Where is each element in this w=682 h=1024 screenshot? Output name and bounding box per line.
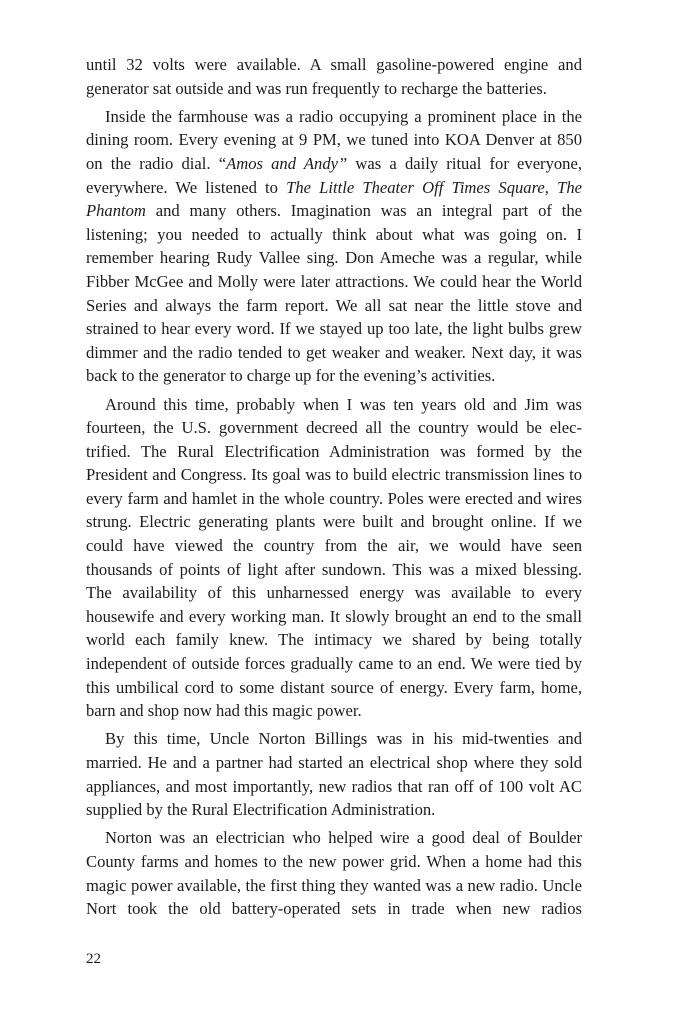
italic-title-text: Amos and Andy” (226, 153, 348, 173)
paragraph-1 (86, 53, 582, 100)
paragraph-3 (86, 393, 582, 723)
paragraph-text: By this time, Uncle Norton Billings was in his mid-twenties and married. He and a partner had started an electrical shop where they sold appliances, and most importantly, new radios that ran off of 100 volt AC supplied by the Rural Electrification Administration. (86, 729, 582, 820)
paragraph-text: was a daily ritual for everyone, everywhere. We listened to (86, 153, 582, 197)
paragraph-text: and many others. Imagination was an integral part of the listening; you needed to actually think about what was going on. I remember hearing Rudy Vallee sing. Don Ameche was a regular, while Fibber McGee and Molly were later attractions. We could hear the World Series and always the farm report. We all sat near the little stove and strained to hear every word. If we stayed up too late, the light bulbs grew dimmer and the radio tended to get weaker and weaker. Next day, it was back to the generator to charge up for the evening’s activities. (86, 201, 582, 386)
paragraph-4 (86, 727, 582, 821)
paragraph-text: Norton was an electrician who helped wire a good deal of Boulder County farms and homes to the new power grid. When a home had this magic power available, the first thing they wanted was a new radio. Uncle Nort took the old battery-operated sets in trade when new radios (86, 828, 582, 919)
paragraph-5 (86, 826, 582, 920)
paragraph-text: Around this time, probably when I was ten years old and Jim was fourteen, the U.S. government decreed all the country would be electrified. The Rural Electrification Administration was formed by the President and Congress. Its goal was to build electric transmission lines to every farm and hamlet in the whole country. Poles were erected and wires strung. Electric generating plants were built and brought online. If we could have viewed the country from the air, we would have seen thousands of points of light after sundown. This was a mixed blessing. The availability of this unharnessed energy was available to every housewife and every working man. It slowly brought an end to the small world each family knew. The intimacy we shared by being totally independent of outside forces gradually came to an end. We were tied by this umbilical cord to some distant source of energy. Every farm, home, barn and shop now had this magic power. (86, 394, 582, 721)
paragraph-text: Inside the farmhouse was a radio occupying a prominent place in the dining room. Every evening at 9 PM, we tuned into KOA Denver at 850 on the radio dial. “ (86, 106, 582, 173)
body-text (86, 53, 582, 925)
paragraph-2 (86, 105, 582, 388)
italic-title-text: The Little Theater Off Times Square, The Phantom (86, 177, 582, 221)
paragraph-text: until 32 volts were available. A small gasoline-powered engine and generator sat outside and was run frequently to recharge the batteries. (86, 55, 582, 98)
page-number: 22 (86, 951, 101, 967)
